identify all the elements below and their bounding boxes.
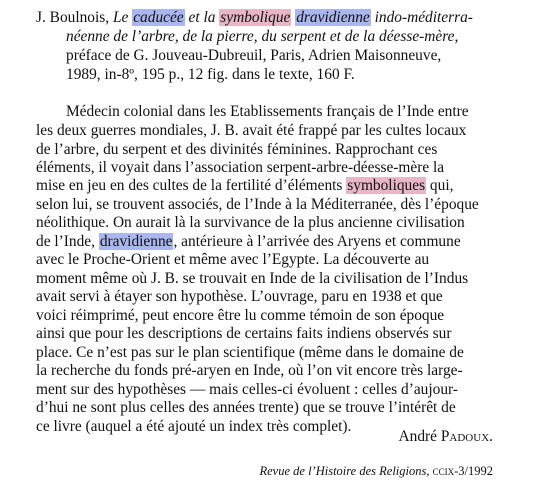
- body-text: qui,: [426, 177, 454, 194]
- title-text: et la: [184, 9, 220, 26]
- title-text: indo-méditerra-: [370, 9, 473, 26]
- body-line: ainsi que pour les descriptions de certains faits indiens observés sur: [36, 325, 452, 342]
- body-line: Médecin colonial dans les Etablissements français de l’Inde entre: [66, 103, 469, 120]
- body-line: moment même où J. B. se trouvait en Inde de la civilisation de l’Indus: [36, 270, 469, 287]
- body-line: néolithique. On aurait là la survivance de la plus ancienne civilisation: [36, 214, 465, 231]
- body-line: [36, 233, 461, 251]
- highlight-dravidienne: dravidienne: [296, 9, 370, 26]
- body-line: ce livre (auquel a été ajouté un index très complet).: [36, 418, 352, 435]
- citation-line-4: 1989, in-8º, 195 p., 12 fig. dans le texte, 160 F.: [66, 66, 355, 83]
- body-text: mise en jeu en des cultes de la fertilité d’éléments: [36, 177, 347, 194]
- body-line: éléments, il voyait dans l’association serpent-arbre-déesse-mère la: [36, 159, 445, 176]
- body-line: [36, 177, 453, 195]
- journal-name: Revue de l’Histoire des Religions,: [259, 464, 430, 478]
- body-line: avec le Proche-Orient et même avec l’Egypte. La découverte au: [36, 251, 430, 268]
- author-name: J. Boulnois,: [36, 9, 113, 26]
- body-line: les deux guerres mondiales, J. B. avait été frappé par les cultes locaux: [36, 122, 467, 139]
- highlight-dravidienne: dravidienne: [99, 233, 173, 250]
- citation-line-3: préface de G. Jouveau-Dubreuil, Paris, Adrien Maisonneuve,: [66, 47, 442, 64]
- body-line: avait servi à étayer son hypothèse. L’ouvrage, paru en 1938 et que: [36, 288, 443, 305]
- body-line: place. Ce n’est pas sur le plan scientifique (même dans le domaine de: [36, 344, 464, 361]
- citation-line-2: néenne de l’arbre, de la pierre, du serpent et de la déesse-mère,: [66, 28, 459, 45]
- body-line: selon lui, se trouvent associés, de l’Inde à la Méditerranée, dès l’époque: [36, 196, 479, 213]
- title-text: Le: [112, 9, 133, 26]
- body-text: de l’Inde,: [36, 233, 99, 250]
- body-text: , antérieure à l’arrivée des Aryens et commune: [173, 233, 461, 250]
- body-line: ment sur des hypothèses — mais celles-ci évoluent : celles d’aujour-: [36, 381, 458, 398]
- body-line: d’hui ne sont plus celles des années trente) que se trouve l’intérêt de: [36, 399, 456, 416]
- reviewer-signature: [399, 428, 493, 446]
- highlight-symboliques: symboliques: [347, 177, 426, 194]
- journal-reference: ccix-3/1992: [429, 464, 493, 478]
- journal-footer: [260, 462, 494, 480]
- highlight-caducee: caducée: [133, 9, 184, 26]
- citation-line-1: [36, 9, 473, 27]
- reviewer-last-name: Padoux.: [440, 428, 493, 445]
- body-line: la recherche du fonds pré-aryen en Inde, où l’on vit encore très large-: [36, 362, 463, 379]
- reviewer-first-name: André: [398, 428, 441, 445]
- highlight-symbolique: symbolique: [220, 9, 291, 26]
- body-line: de l’arbre, du serpent et des divinités féminines. Rapprochant ces: [36, 141, 438, 158]
- body-line: voici réimprimé, peut encore être lu comme témoin de son époque: [36, 307, 445, 324]
